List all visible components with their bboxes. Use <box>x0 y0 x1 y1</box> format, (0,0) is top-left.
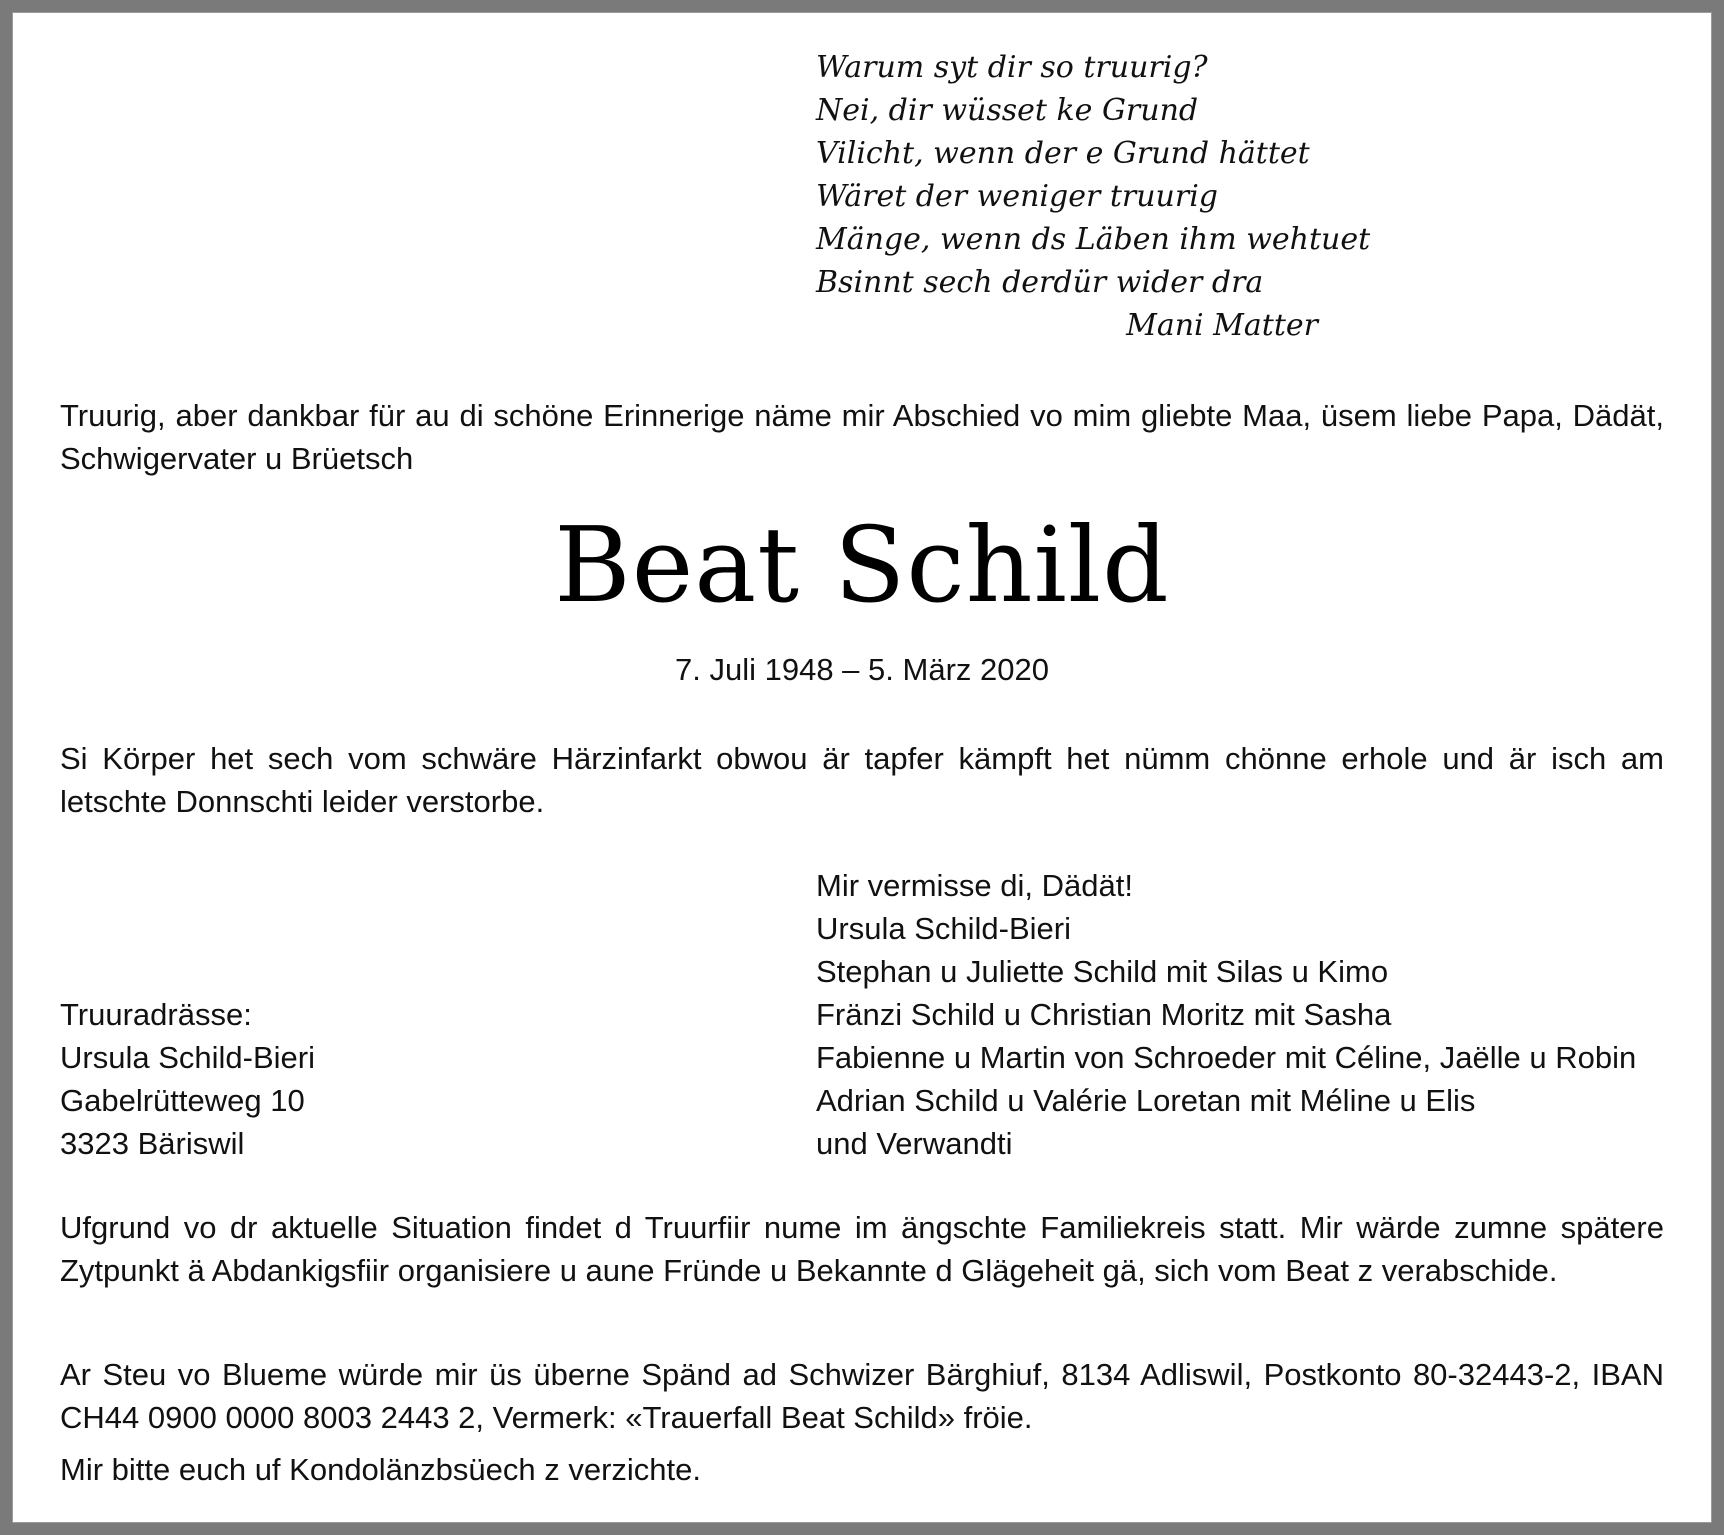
mourning-address <box>60 993 315 1165</box>
address-line: Truuradrässe: <box>60 997 252 1032</box>
deceased-name: Beat Schild <box>554 504 1170 626</box>
address-line: Ursula Schild-Bieri <box>60 1040 315 1075</box>
donation-notice: Ar Steu vo Blueme würde mir üs überne Spänd ad Schwizer Bärghiuf, 8134 Adliswil, Postkonto 80-32443-2, IBAN CH44 0900 0000 8003 2443 2, Vermerk: «Trauerfall Beat Schild» fröie. <box>60 1357 1664 1435</box>
mourners-list <box>816 864 1636 1165</box>
poem-line: Wäret der weniger truurig <box>816 179 1218 214</box>
mourner-line: Fränzi Schild u Christian Moritz mit Sasha <box>816 997 1392 1032</box>
death-description: Si Körper het sech vom schwäre Härzinfarkt obwou är tapfer kämpft het nümm chönne erhole und är isch am letschte Donnschti leider verstorbe. <box>60 741 1664 819</box>
poem-line: Nei, dir wüsset ke Grund <box>816 93 1199 128</box>
condolence-notice: Mir bitte euch uf Kondolänzbsüech z verzichte. <box>60 1452 702 1487</box>
mourner-line: Adrian Schild u Valérie Loretan mit Méline u Elis <box>816 1083 1476 1118</box>
poem <box>816 46 1370 347</box>
poem-author: Mani Matter <box>1126 308 1318 343</box>
poem-line: Mänge, wenn ds Läben ihm wehtuet <box>816 222 1371 257</box>
poem-line: Warum syt dir so truurig? <box>816 50 1208 85</box>
funeral-notice: Ufgrund vo dr aktuelle Situation findet d Truurfiir nume im ängschte Familiekreis statt. Mir wärde zumne spätere Zytpunkt ä Abdankigsfiir organisiere u aune Fründe u Bekannte d Glägeheit gä, sich vom Beat z verabschide. <box>60 1210 1664 1288</box>
poem-line: Vilicht, wenn der e Grund hättet <box>816 136 1310 171</box>
mourner-line: Mir vermisse di, Dädät! <box>816 868 1133 903</box>
mourner-line: Stephan u Juliette Schild mit Silas u Kimo <box>816 954 1389 989</box>
life-dates: 7. Juli 1948 – 5. März 2020 <box>675 652 1049 687</box>
mourner-line: Fabienne u Martin von Schroeder mit Céline, Jaëlle u Robin <box>816 1040 1637 1075</box>
poem-line: Bsinnt sech derdür wider dra <box>816 265 1264 300</box>
address-line: 3323 Bäriswil <box>60 1126 245 1161</box>
mourner-line: Ursula Schild-Bieri <box>816 911 1071 946</box>
intro-text: Truurig, aber dankbar für au di schöne Erinnerige näme mir Abschied vo mim gliebte Maa, üsem liebe Papa, Dädät, Schwigervater u Brüetsch <box>60 398 1664 476</box>
address-line: Gabelrütteweg 10 <box>60 1083 305 1118</box>
mourner-line: und Verwandti <box>816 1126 1013 1161</box>
